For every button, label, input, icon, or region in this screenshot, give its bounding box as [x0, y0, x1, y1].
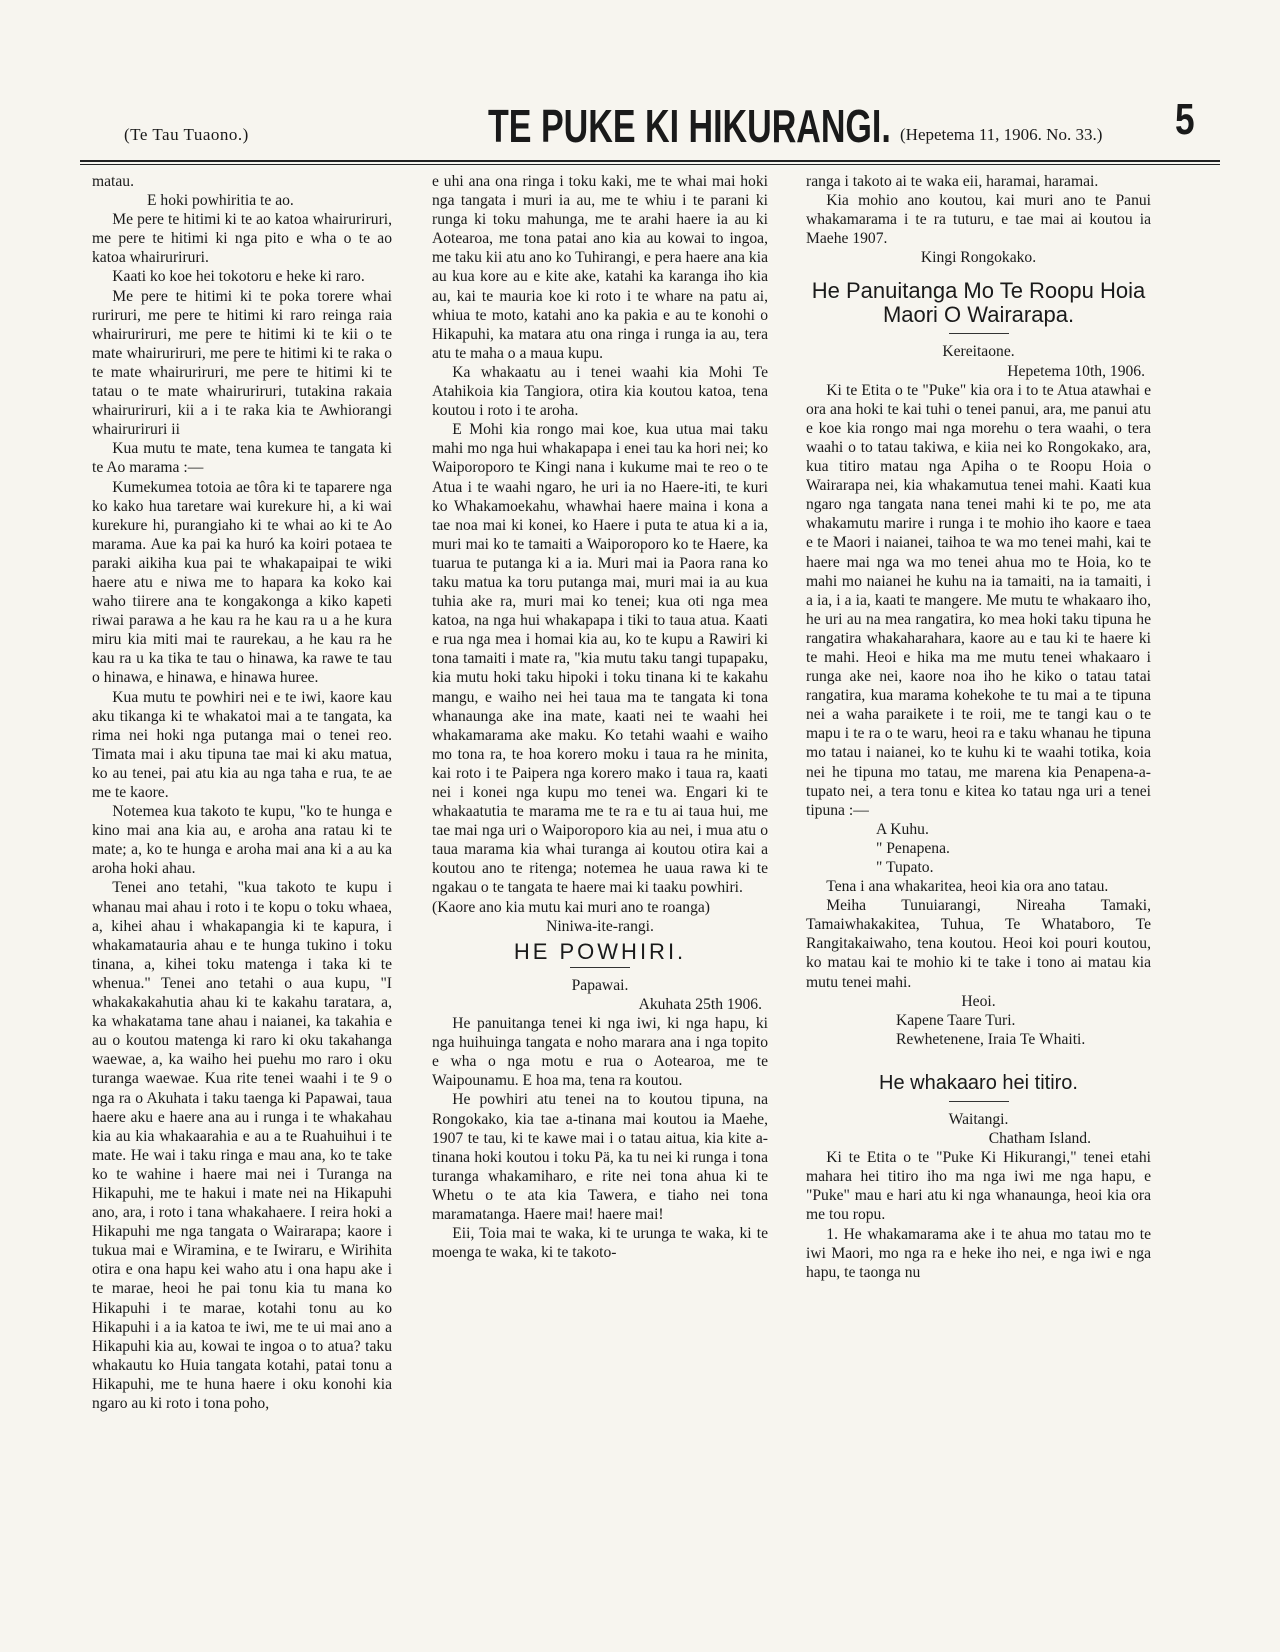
header-rule: [80, 160, 1220, 165]
masthead: [110, 95, 1220, 155]
paragraph: Me pere te hitimi ki te ao katoa whairuriruri, me pere te hitimi ki nga pito e wha o te ao katoa whairuriruri.: [92, 211, 392, 267]
paragraph: Kumekumea totoia ae tôra ki te taparere nga ko kako hua taretare wai kurekure hi, a ki wai kurekure hi, purangiaho ki te whai ao ki te Ao marama. Aue ka pai ka huró ka koiri potaea te paraki aikiha kua pai te whakapaipai te wiki haere atu e niwa me to hapara ka koko kai waho tiirere ana te kongakonga a kiko kapeti riwai parawa a he kau ra he kau ra u a he kura miru kia miti mai te raurekau, a he kau ra he kau ra u ka tika te tau o hinawa, ka rawe te tau o hinawa, e hinawa, e hinawa huree.: [92, 478, 392, 687]
article-heading: HE POWHIRI.: [513, 938, 687, 964]
paragraph: Kua mutu te powhiri nei e te iwi, kaore kau aku tikanga ki te whakatoi mai a te tangata, ka rima nei hoki nga putanga mai o tenei reo. Timata mai i aku tipuna tae mai ki aku matua, ko au tenei, pai atu kia au nga taha e rua, te ae me te kaore.: [92, 688, 392, 801]
paragraph: Meiha Tunuiarangi, Nireaha Tamaki, Tamaiwhakakitea, Tuhua, Te Whataboro, Te Rangitakaiwaho, tena koutou. Heoi koi pouri koutou, ko matau kai te mohio ki te take i tono ai matau kia mutu tenei mahi.: [806, 897, 1151, 991]
paragraph: ranga i takoto ai te waka eii, haramai, haramai.: [806, 173, 1099, 190]
paragraph: Kua mutu te mate, tena kumea te tangata ki te Ao marama :—: [92, 440, 392, 477]
paragraph: (Kaore ano kia mutu kai muri ano te roanga): [432, 898, 710, 916]
column-3: [806, 172, 1151, 1282]
list-item: A Kuhu.: [876, 820, 929, 838]
paragraph: E hoki powhiritia te ao.: [147, 192, 294, 210]
divider: [949, 333, 1009, 334]
newspaper-title: TE PUKE KI HIKURANGI.: [488, 100, 891, 152]
divider: [570, 967, 630, 968]
closing: Heoi.: [961, 992, 996, 1010]
paragraph: Ki te Etita o te "Puke Ki Hikurangi," tenei etahi mahara hei titiro iho ma nga iwi me nga hapu, e "Puke" mau e hari atu ki nga whanaunga, heoi kia ora me tou ropu.: [806, 1149, 1151, 1224]
signature: Rewhetenene, Iraia Te Whaiti.: [896, 1030, 1086, 1048]
article-heading: He whakaaro hei titiro.: [879, 1071, 1078, 1094]
paragraph: Me pere te hitimi ki te poka torere whai ruriruri, me pere te hitimi ki raro reinga raia whairuriruri, me pere te hitimi ki te kii o te mate whairuriruri, me pere te hitimi ki te raka o te mate whairuriruri, me pere te hitimi ki te tatau o te mate whairuriruri, tutakina rakaia whairuriruri, kii a i te raka kia te Awhiorangi whairuriruri ii: [92, 287, 392, 439]
paragraph: Tenei ano tetahi, "kua takoto te kupu i whanau mai ahau i roto i te kopu o toku whaea, a, kihei ahau i whakapangia ki te kapura, i whakamatauria ahau e te hunga tukino i toku tinana, a, kihei toku matenga i taka ki te whenua." Tenei ano tetahi o aua kupu, "I whakakakahutia ahau ki te kakahu taratara, a, ka whakatama tane ahau i naianei, ka takahia e au o koutou matenga ki raro ki oku takahanga waewae, a, ka waiho hei puehu mo raro i oku turanga waewae. Kua rite tenei waahi i te 9 o nga ra o Akuhata i taku taenga ki Papawai, taua haere aku e haere ana au i runga i te whakahau kia au kia whakaarahia e au a te Ruahuihui i te mate. He wai i taku ringa e mau ana, ko te take ko te wahine i haere mai nei i Turanga na Hikapuhi, me te hakui i mate nei na Hikapuhi ano, ara, i roto i tana whakahaere. I reira hoki a Hikapuhi me nga tangata o Wairarapa; kaore i tukua mai e Wiramina, e te Iwiraru, e Wirihita otira e ona hapu kei waho atu i ona hapu ake i te marae, heoi he pai tonu kia tu mana ko Hikapuhi i te marae, kotahi tonu au ko Hikapuhi i a ia katoa te iwi, me te ui mai ano a Hikapuhi kia au, kowai te ingoa o to atua? taku whakautu ko Huia tangata kotahi, patai tonu a Hikapuhi, me te huna haere i oku konohi kia ngaro au ki roto i tona poho,: [92, 879, 392, 1412]
paragraph: matau.: [92, 173, 134, 190]
column-1: [92, 172, 392, 1413]
paragraph: E Mohi kia rongo mai koe, kua utua mai taku mahi mo nga hui whakapapa i enei tau ka hori nei; ko Waiporoporo te Kingi nana i kukume mai te reo o te Atua i te waahi ngaro, he uri ia no Haere-iti, te kuri ko Whakamoekahu, whawhai haere maina i kona a tae noa mai ki konei, ko Haere i puta te atua ki a ia, muri mai ko te tamaiti a Waiporoporo ko te Haere, ka tuarua te putanga ki a ia. Muri mai ia Paora rana ko taku matua ka toru putanga mai, muri mai ia au kua tuhia ake ra, muri mai ko tenei; kua oti nga mea katoa, na nga hui whakapapa i tiki to taua atua. Kaati e rua nga mea i homai kia au, ko te kupu a Rawiri ki tona tamaiti i mate ra, "kia mutu taku tangi tupapaku, kia mutu hoki taku hipoki i toku tinana ki te kakahu mangu, e waiho nei hei taua ma te tangata ki tona whanaunga ake ina mate, kaati nei te waahi hei whakamarama ake maku. Ko tetahi waahi e waiho mo tona ra, te hoa korero moku i taua ra he minita, kai roto i te Paipera nga korero mako i taua ra, kaati nei i konei nga kupu mo tenei wa. Engari ki te whakaatutia te marama me te ra e tu ai taua hui, me tae mai nga uri o Waiporoporo kia au nei, i mua atu o taua marama kia whai turanga ai koutou otira kai a koutou ano te ritenga; notemea he uaua rawa ki te ngakau o te tangata te haere mai ki taaku powhiri.: [432, 421, 768, 897]
paragraph: He powhiri atu tenei na to koutou tipuna, na Rongokako, kia tae a-tinana mai koutou ia Maehe, 1907 te tau, ki te kawe mai i o tatau aitua, kia kite a-tinana hoki koutou i toku Pä, ka tu nei ki runga i tona turanga whakamiharo, e rite nei tona ahua ki te Whetu o te ata kia Tawera, e tiaho nei tona maramatanga. Haere mai! haere mai!: [432, 1091, 768, 1223]
dateline-date: Akuhata 25th 1906.: [638, 995, 762, 1013]
signature: Kingi Rongokako.: [920, 249, 1037, 267]
divider: [949, 1101, 1009, 1102]
dateline-place: Chatham Island.: [988, 1130, 1091, 1148]
paragraph: Ka whakaatu au i tenei waahi kia Mohi Te Atahikoia kia Tangiora, otira kia koutou katoa, tena koutou i roto i te aroha.: [432, 363, 768, 420]
paragraph: Notemea kua takoto te kupu, "ko te hunga e kino mai ana kia au, e aroha ana ratau ki te mate; a, ko te hunga e aroha mai ana ki a au ka aroha hoki ahau.: [92, 803, 392, 878]
paragraph: He panuitanga tenei ki nga iwi, ki nga hapu, ki nga huihuinga tangata e noho marara ana i nga topito e wha o nga motu e rua o Aotearoa, me te Waipounamu. E hoa ma, tena ra koutou.: [432, 1015, 768, 1090]
list-item: " Penapena.: [876, 839, 950, 857]
volume-label: (Te Tau Tuaono.): [124, 125, 249, 144]
paragraph: Ki te Etita o te "Puke" kia ora i to te Atua atawhai e ora ana hoki te kai tuhi o tenei panui, ara, me panui atu e koe kia rongo mai nga morehu o tera waahi, o tera waahi o to tatau takiwa, e kiia nei ko Rongokako, ara, kua titiro matau nga Apiha o te Roopu Hoia o Wairarapa nei, kia whakamutua tenei mahi. Kaati kua ngaro nga tangata nana tenei mahi ki te po, me ata whakamutu marire i runga i te mohio iho kaore e taea e te Maori i naianei, taihoa te wa mo tenei mahi, kai te haere mai nga wa mo tenei ahua mo te Hoia, ko te mahi mo naianei he kuhu na ia tamaiti, na ia tamaiti, i a ia, i a ia, kaati te mangere. Me mutu te whakaaro iho, he uri au na mea rangatira, ko mea hoki taku tipuna he rangatira whakaharahara, kaore au e tau ki te haere ki te mahi. Heoi e hika ma me mutu tenei whakaaro i runga ake nei, kaore noa iho he kiko o tatau tatai rangatira, kua marama kohekohe te tu mai a te tipuna nei a waha paraikete i te roii, me te tangi kau o te mapu i te ra o te waru, heoi ra e taku whanau he tipuna mo tatau i naianei, ko te kuhu ki te waahi totika, koia nei he tipuna mo tatau, me marena kia Penapena-a-tupato nei, a tera tonu e kitea ko tatau nga uri a tenei tipuna :—: [806, 381, 1151, 819]
page-number: 5: [1175, 95, 1195, 144]
paragraph: 1. He whakamarama ake i te ahua mo tatau mo te iwi Maori, mo nga ra e heke iho nei, e nga iwi e nga hapu, te taonga nu: [806, 1225, 1151, 1281]
article-heading: He Panuitanga Mo Te Roopu Hoia Maori O Wairarapa.: [811, 278, 1146, 328]
dateline-date: Hepetema 10th, 1906.: [1007, 362, 1145, 380]
dateline-place: Kereitaone.: [942, 343, 1015, 361]
paragraph: Kia mohio ano koutou, kai muri ano te Panui whakamarama i te ra tuturu, e tae mai ai koutou ia Maehe 1907.: [806, 192, 1151, 248]
dateline-place: Papawai.: [571, 976, 629, 994]
list-item: " Tupato.: [876, 859, 934, 876]
dateline-place: Waitangi.: [948, 1110, 1009, 1128]
issue-date: (Hepetema 11, 1906. No. 33.): [900, 125, 1103, 144]
paragraph: Kaati ko koe hei tokotoru e heke ki raro.: [112, 268, 365, 286]
paragraph: Tena i ana whakaritea, heoi kia ora ano tatau.: [826, 878, 1109, 896]
signature: Niniwa-ite-rangi.: [546, 917, 654, 935]
paragraph: Eii, Toia mai te waka, ki te urunga te waka, ki te moenga te waka, ki te takoto-: [432, 1225, 768, 1262]
paragraph: e uhi ana ona ringa i toku kaki, me te whai mai hoki nga tangata i muri ia au, me te whiu i te parani ki runga ki toku mahunga, me te arahi haere ia au ki Aotearoa, me tona patai ano kia au kowai to ingoa, me taku kii atu ano ko Tuhirangi, e pera haere ana kia au kua kore au e kite ake, katahi ka karanga iho kia au, kai te mauria koe ki roto i te whare na patu ai, whiua te moto, katahi ano ka pakia e au te konohi o Hikapuhi, ka matara atu ona ringa i runga ia au, tera atu te maha o a maua kupu.: [432, 173, 768, 362]
column-2: [432, 172, 768, 1262]
signature: Kapene Taare Turi.: [896, 1011, 1016, 1029]
